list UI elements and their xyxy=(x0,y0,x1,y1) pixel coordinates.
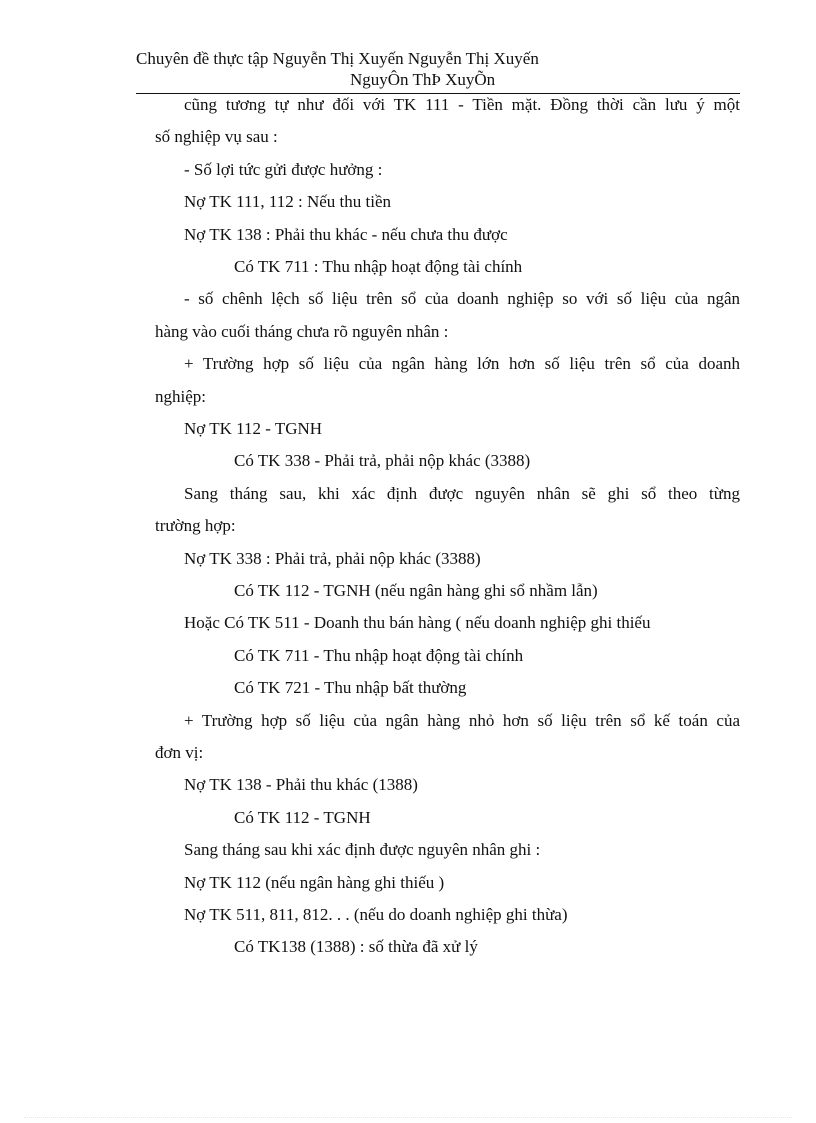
text-line: Sang tháng sau, khi xác định được nguyên nhân sẽ ghi sổ theo từng xyxy=(184,484,740,503)
text-line: Nợ TK 338 : Phải trả, phải nộp khác (3388) xyxy=(184,549,481,568)
text-line: cũng tương tự như đối với TK 111 - Tiền mặt. Đồng thời cần lưu ý một xyxy=(184,95,740,114)
text-line: Nợ TK 112 (nếu ngân hàng ghi thiếu ) xyxy=(184,873,445,892)
text-line: Có TK138 (1388) : số thừa đã xử lý xyxy=(234,937,478,956)
text-line: hàng vào cuối tháng chưa rõ nguyên nhân : xyxy=(155,322,449,341)
text-line: Nợ TK 112 - TGNH xyxy=(184,419,323,438)
text-line: trường hợp: xyxy=(155,516,236,535)
header-line-1: Chuyên đề thực tập Nguyễn Thị Xuyến Nguyễn Thị Xuyến xyxy=(136,49,539,68)
text-line: Nợ TK 111, 112 : Nếu thu tiền xyxy=(184,192,391,211)
text-line: Có TK 338 - Phải trả, phải nộp khác (3388) xyxy=(234,451,531,470)
text-line: - Số lợi tức gửi được hưởng : xyxy=(184,160,383,179)
text-line: Sang tháng sau khi xác định được nguyên nhân ghi : xyxy=(184,840,541,859)
text-line: Nợ TK 138 - Phải thu khác (1388) xyxy=(184,775,418,794)
text-line: Có TK 112 - TGNH (nếu ngân hàng ghi sổ nhầm lẫn) xyxy=(234,581,598,600)
text-line: đơn vị: xyxy=(155,743,204,762)
text-line: Có TK 721 - Thu nhập bất thường xyxy=(234,678,467,697)
text-line: Có TK 112 - TGNH xyxy=(234,808,371,827)
text-line: Nợ TK 138 : Phải thu khác - nếu chưa thu được xyxy=(184,225,508,244)
page-header xyxy=(136,48,740,90)
text-line: Có TK 711 - Thu nhập hoạt động tài chính xyxy=(234,646,524,665)
text-line: - số chênh lệch số liệu trên sổ của doanh nghiệp so với số liệu của ngân xyxy=(184,289,740,308)
text-line: + Trường hợp số liệu của ngân hàng nhỏ hơn số liệu trên sổ kế toán của xyxy=(184,711,740,730)
text-line: Có TK 711 : Thu nhập hoạt động tài chính xyxy=(234,257,523,276)
text-line: Hoặc Có TK 511 - Doanh thu bán hàng ( nếu doanh nghiệp ghi thiếu xyxy=(184,613,651,632)
header-line-2: NguyÔn ThÞ XuyÕn xyxy=(350,70,496,89)
text-line: nghiệp: xyxy=(155,387,206,406)
text-line: Nợ TK 511, 811, 812. . . (nếu do doanh nghiệp ghi thừa) xyxy=(184,905,568,924)
text-line: + Trường hợp số liệu của ngân hàng lớn hơn số liệu trên sổ của doanh xyxy=(184,354,740,373)
page-bottom-border xyxy=(24,1117,792,1118)
text-line: số nghiệp vụ sau : xyxy=(155,127,278,146)
